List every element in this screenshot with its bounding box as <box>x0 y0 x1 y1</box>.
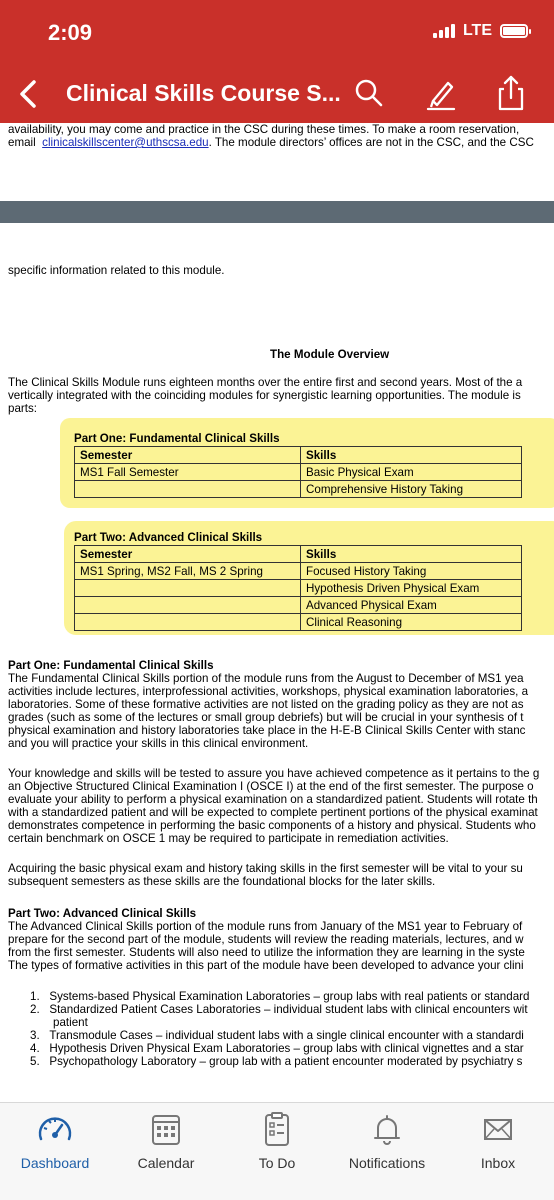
list-item: patient <box>53 1016 88 1029</box>
table-cell <box>75 481 301 498</box>
table-header-cell: Semester <box>75 447 301 464</box>
table-row <box>75 614 522 631</box>
envelope-icon <box>478 1111 518 1147</box>
document-viewer[interactable] <box>0 123 554 1102</box>
doc-text-line: availability, you may come and practice in the CSC during these times. To make a room reservation, <box>8 123 520 136</box>
tab-label: Calendar <box>137 1155 195 1171</box>
annotate-pen-icon[interactable] <box>422 74 460 112</box>
doc-text-line: activities include lectures, interprofessional activities, workshops, physical examination laboratories, a <box>8 685 529 698</box>
table-row <box>75 481 522 498</box>
app-header <box>0 0 554 123</box>
table-cell: Advanced Physical Exam <box>301 597 522 614</box>
tab-label: Notifications <box>348 1155 426 1171</box>
doc-text-line: Your knowledge and skills will be tested to assure you have achieved competence as it pertains to the g <box>8 767 540 780</box>
calendar-icon <box>146 1111 186 1147</box>
back-chevron-icon[interactable] <box>14 78 42 110</box>
table-row <box>75 563 522 580</box>
part-one-table <box>74 446 522 498</box>
doc-text-line: and you will practice your skills in this clinical environment. <box>8 737 309 750</box>
part-two-table <box>74 545 522 631</box>
doc-text-line: laboratories. Some of these formative activities are not listed on the grading policy as they are not as <box>8 698 524 711</box>
list-item: 1. Systems-based Physical Examination Laboratories – group labs with real patients or standard <box>30 990 530 1003</box>
section-heading: Part Two: Advanced Clinical Skills <box>8 907 197 920</box>
list-item: 4. Hypothesis Driven Physical Exam Laboratories – group labs with clinical vignettes and a star <box>30 1042 524 1055</box>
page-break-divider <box>0 201 554 223</box>
table-cell: MS1 Spring, MS2 Fall, MS 2 Spring <box>75 563 301 580</box>
doc-text-line: physical examination and history laboratories take place in the H-E-B Clinical Skills Center with stanc <box>8 724 526 737</box>
list-item: 2. Standardized Patient Cases Laboratories – individual student labs with clinical encounters wit <box>30 1003 528 1016</box>
doc-text-line: email clinicalskillscenter@uthscsa.edu. The module directors’ offices are not in the CSC, and the CSC <box>8 136 534 149</box>
status-time: 2:09 <box>48 20 93 45</box>
doc-text-line: certain benchmark on OSCE 1 may be required to participate in remediation activities. <box>8 832 449 845</box>
doc-text-line: vertically integrated with the coinciding modules for synergistic learning opportunities. The module is <box>8 389 521 402</box>
table-cell: Clinical Reasoning <box>301 614 522 631</box>
doc-text-line: demonstrates competence in performing the basic components of a history and physical. Students who <box>8 819 536 832</box>
doc-text-line: evaluate your ability to perform a physical examination on a standardized patient. Students will rotate th <box>8 793 538 806</box>
overview-heading: The Module Overview <box>270 348 390 361</box>
table-title: Part One: Fundamental Clinical Skills <box>74 432 280 445</box>
tab-notifications[interactable] <box>332 1111 442 1171</box>
table-cell: Hypothesis Driven Physical Exam <box>301 580 522 597</box>
tab-inbox[interactable] <box>443 1111 553 1171</box>
status-indicators <box>433 22 528 40</box>
table-row <box>75 464 522 481</box>
doc-text-line: parts: <box>8 402 37 415</box>
signal-icon <box>433 24 455 38</box>
table-cell <box>75 580 301 597</box>
doc-text-line: prepare for the second part of the module, students will review the reading materials, lectures, and w <box>8 933 524 946</box>
section-heading: Part One: Fundamental Clinical Skills <box>8 659 214 672</box>
bell-icon <box>367 1111 407 1147</box>
dashboard-gauge-icon <box>35 1111 75 1147</box>
network-type: LTE <box>462 22 492 39</box>
table-title: Part Two: Advanced Clinical Skills <box>74 531 263 544</box>
doc-text-line: grades (such as some of the lectures or small group debriefs) but will be crucial in your synthesis of t <box>8 711 524 724</box>
doc-text-line: The Fundamental Clinical Skills portion of the module runs from the August to December of MS1 yea <box>8 672 524 685</box>
todo-list-icon <box>257 1111 297 1147</box>
table-cell: Basic Physical Exam <box>301 464 522 481</box>
bottom-tab-bar <box>0 1102 554 1200</box>
doc-text-line: an Objective Structured Clinical Examination I (OSCE I) at the end of the first semester. The purpose o <box>8 780 534 793</box>
doc-text-line: The Clinical Skills Module runs eighteen months over the entire first and second years. Most of the a <box>8 376 523 389</box>
battery-icon <box>500 24 528 38</box>
table-header-cell: Skills <box>301 546 522 563</box>
doc-text-line: specific information related to this module. <box>8 264 225 277</box>
tab-calendar[interactable] <box>111 1111 221 1171</box>
table-cell <box>75 614 301 631</box>
doc-text-line: Acquiring the basic physical exam and history taking skills in the first semester will be vital to your su <box>8 862 523 875</box>
tab-label: Inbox <box>480 1155 516 1171</box>
share-icon[interactable] <box>492 74 530 112</box>
tab-label: To Do <box>258 1155 296 1171</box>
doc-text-line: from the first semester. Students will also need to utilize the information they are learning in the syste <box>8 946 525 959</box>
document-title: Clinical Skills Course S... <box>66 80 341 106</box>
table-header-row <box>75 546 522 563</box>
doc-text-line: subsequent semesters as these skills are the foundational blocks for the later skills. <box>8 875 436 888</box>
doc-text-line: with a standardized patient and will be expected to complete pertinent portions of the physical examinat <box>8 806 538 819</box>
table-cell: Comprehensive History Taking <box>301 481 522 498</box>
table-row <box>75 597 522 614</box>
tab-label: Dashboard <box>20 1155 90 1171</box>
table-header-row <box>75 447 522 464</box>
table-cell: Focused History Taking <box>301 563 522 580</box>
doc-text-line: The types of formative activities in this part of the module have been developed to advance your clini <box>8 959 524 972</box>
list-item: 3. Transmodule Cases – individual student labs with a single clinical encounter with a standardi <box>30 1029 524 1042</box>
table-header-cell: Skills <box>301 447 522 464</box>
table-header-cell: Semester <box>75 546 301 563</box>
search-icon[interactable] <box>350 74 388 112</box>
table-cell <box>75 597 301 614</box>
table-row <box>75 580 522 597</box>
tab-todo[interactable] <box>222 1111 332 1171</box>
table-cell: MS1 Fall Semester <box>75 464 301 481</box>
doc-text-line: The Advanced Clinical Skills portion of the module runs from January of the MS1 year to February of <box>8 920 523 933</box>
list-item: 5. Psychopathology Laboratory – group lab with a patient encounter moderated by psychiatry s <box>30 1055 523 1068</box>
email-link[interactable]: clinicalskillscenter@uthscsa.edu <box>42 136 209 149</box>
tab-dashboard[interactable] <box>0 1111 110 1171</box>
